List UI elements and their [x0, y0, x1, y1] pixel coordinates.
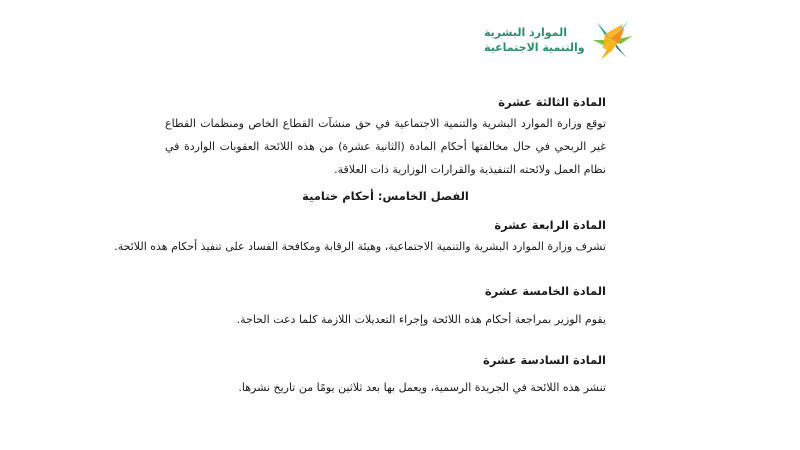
chapter-5-title: الفصل الخامس: أحكام ختامية	[302, 189, 469, 203]
article-16-heading: المادة السادسة عشرة	[483, 353, 606, 367]
ministry-logo-text	[484, 25, 585, 55]
ministry-star-icon	[591, 18, 634, 62]
ministry-logo	[484, 16, 634, 64]
logo-line-1: الموارد البشرية	[484, 26, 567, 39]
article-15-heading: المادة الخامسة عشرة	[484, 284, 606, 298]
logo-line-2: والتنمية الاجتماعية	[484, 41, 585, 54]
article-14-heading: المادة الرابعة عشرة	[494, 218, 606, 232]
article-16-body: تنشر هذه اللائحة في الجريدة الرسمية، ويعمل بها بعد ثلاثين يومًا من تاريخ نشرها.	[238, 381, 606, 394]
article-15-body: يقوم الوزير بمراجعة أحكام هذه اللائحة وإجراء التعديلات اللازمة كلما دعت الحاجة.	[236, 313, 606, 326]
article-13-heading: المادة الثالثة عشرة	[498, 95, 606, 109]
article-13-body: توقع وزارة الموارد البشرية والتنمية الاجتماعية في حق منشآت القطاع الخاص ومنظمات القطاع غير الربحي في حال مخالفتها أحكام المادة (الثانية عشرة) من هذه اللائحة العقوبات الواردة في نظام العمل ولائحته التنفيذية والقرارات الوزارية ذات العلاقة.	[165, 117, 606, 176]
article-14-body: تشرف وزارة الموارد البشرية والتنمية الاجتماعية، وهيئة الرقابة ومكافحة الفساد على تنفيذ أحكام هذه اللائحة.	[114, 240, 606, 253]
